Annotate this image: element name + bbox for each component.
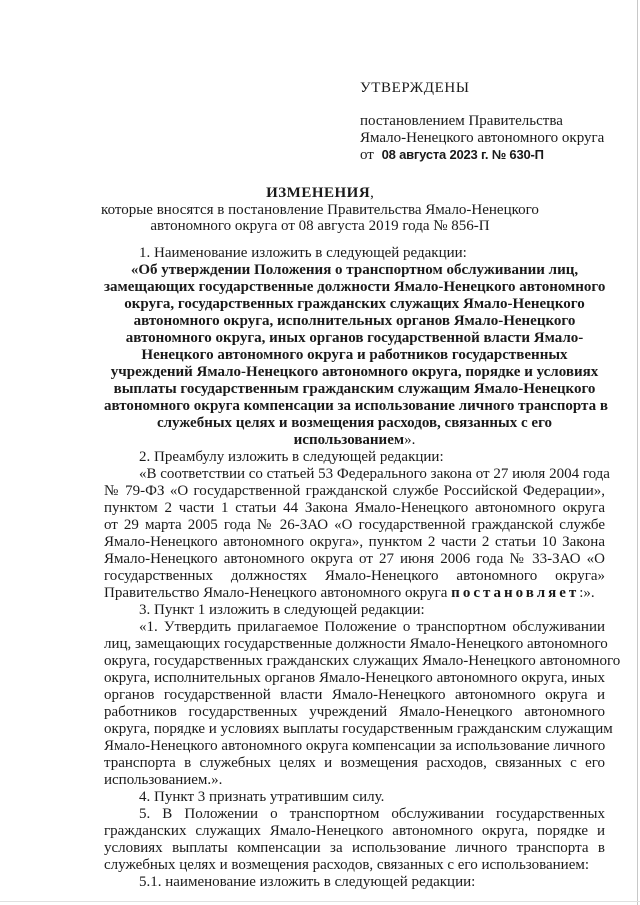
section-3-line: округа, порядке и условиях выплаты государственным гражданским служащим (104, 721, 613, 737)
section-2-line: Ямало-Ненецкого автономного округа», пунктом 2 части 2 статьи 10 Закона (104, 534, 605, 550)
section-2-last-prefix: Правительство Ямало-Ненецкого автономного округа (104, 585, 452, 601)
section-1-bold-line: автономного округа компенсации за использование личного транспорта в (104, 398, 608, 414)
section-1-bold-line: «Об утверждении Положения о транспортном обслуживании лиц, (130, 262, 579, 278)
section-1-bold-line: замещающих государственные должности Ямало-Ненецкого автономного (104, 279, 606, 295)
section-2-line: № 79-ФЗ «О государственной гражданской службе Российской Федерации», (104, 483, 605, 499)
section-3-line: «1. Утвердить прилагаемое Положение о транспортном обслуживании (139, 619, 605, 635)
section-5-line: условиях выплаты компенсации за использование личного транспорта в (104, 840, 605, 856)
section-1-bold-line: Ненецкого автономного округа и работников государственных (141, 347, 568, 363)
section-3-line: Ямало-Ненецкого автономного округа компенсации за использование личного (104, 738, 606, 754)
section-2-intro: 2. Преамбулу изложить в следующей редакции: (139, 449, 444, 465)
section-3-line: округа, государственных гражданских служащих Ямало-Ненецкого автономного (104, 653, 621, 669)
section-3-line: транспорта в служебных целях и возмещения расходов, связанных с его (104, 755, 605, 771)
section-1-bold-end: ». (404, 432, 416, 448)
section-5-last-line: служебных целях и возмещения расходов, связанных с его использованием: (104, 857, 590, 873)
section-5-1-text: 5.1. наименование изложить в следующей редакции: (139, 874, 476, 890)
section-3-line: округа, исполнительных органов Ямало-Ненецкого автономного округа, иных (104, 670, 605, 686)
section-3-line: органов государственной власти Ямало-Ненецкого автономного округа и (104, 687, 605, 703)
approval-date-value: 08 августа 2023 г. № 630-П (381, 147, 544, 162)
section-2-last-spaced: постановляет (451, 585, 580, 601)
document-subtitle-line-1: которые вносятся в постановление Правительства Ямало-Ненецкого (101, 202, 539, 218)
section-1-bold-line: автономного округа, исполнительных органов Ямало-Ненецкого (133, 313, 576, 329)
section-1-bold-last: использованием (293, 432, 405, 448)
approval-date-prefix: от (360, 147, 374, 163)
approval-date-line (360, 146, 544, 163)
section-1-bold-line: округа, государственных гражданских служащих Ямало-Ненецкого (124, 296, 585, 312)
section-2-line: от 29 марта 2005 года № 26-ЗАО «О государственной гражданской службе (104, 517, 605, 533)
section-1-bold-line: выплаты государственным гражданским служащим Ямало-Ненецкого (113, 381, 596, 397)
approval-line-2: Ямало-Ненецкого автономного округа (360, 130, 605, 146)
section-2-line: Ямало-Ненецкого автономного округа от 27 июня 2006 года № 33-ЗАО «О (104, 551, 605, 567)
section-3-line: работников государственных учреждений Ямало-Ненецкого автономного (104, 704, 605, 720)
approval-heading: УТВЕРЖДЕНЫ (360, 80, 470, 96)
document-subtitle-line-2: автономного округа от 08 августа 2019 года № 856-П (150, 218, 490, 234)
section-4-text: 4. Пункт 3 признать утратившим силу. (139, 789, 385, 805)
section-1-bold-line: служебных целях и возмещения расходов, связанных с его (156, 415, 553, 431)
section-1-intro: 1. Наименование изложить в следующей редакции: (139, 245, 467, 261)
section-1-bold-last-line (104, 432, 605, 449)
section-1-bold-line: автономного округа, иных органов государственной власти Ямало- (125, 330, 584, 346)
section-3-intro: 3. Пункт 1 изложить в следующей редакции: (139, 602, 425, 618)
section-2-last-suffix: :». (579, 585, 595, 601)
section-5-line: гражданских служащих Ямало-Ненецкого автономного округа, порядке и (104, 823, 605, 839)
section-2-line: пунктом 2 части 1 статьи 44 Закона Ямало-Ненецкого автономного округа (104, 500, 605, 516)
section-3-last-line: использованием.». (104, 772, 223, 788)
section-1-bold-line: учреждений Ямало-Ненецкого автономного округа, порядке и условиях (110, 364, 599, 380)
approval-line-1: постановлением Правительства (360, 113, 563, 129)
section-2-last-line (104, 585, 595, 602)
page-edge-bottom (0, 901, 640, 902)
section-2-line: государственных должностях Ямало-Ненецкого автономного округа» (104, 568, 605, 584)
section-3-line: лиц, замещающих государственные должности Ямало-Ненецкого автономного (104, 636, 608, 652)
section-5-line: 5. В Положении о транспортном обслуживании государственных (139, 806, 605, 822)
document-title (0, 185, 640, 202)
document-title-main: ИЗМЕНЕНИЯ (266, 185, 371, 201)
page-edge-right (637, 0, 638, 905)
section-2-line: «В соответствии со статьей 53 Федерального закона от 27 июля 2004 года (139, 466, 610, 482)
document-title-suffix: , (370, 185, 374, 201)
